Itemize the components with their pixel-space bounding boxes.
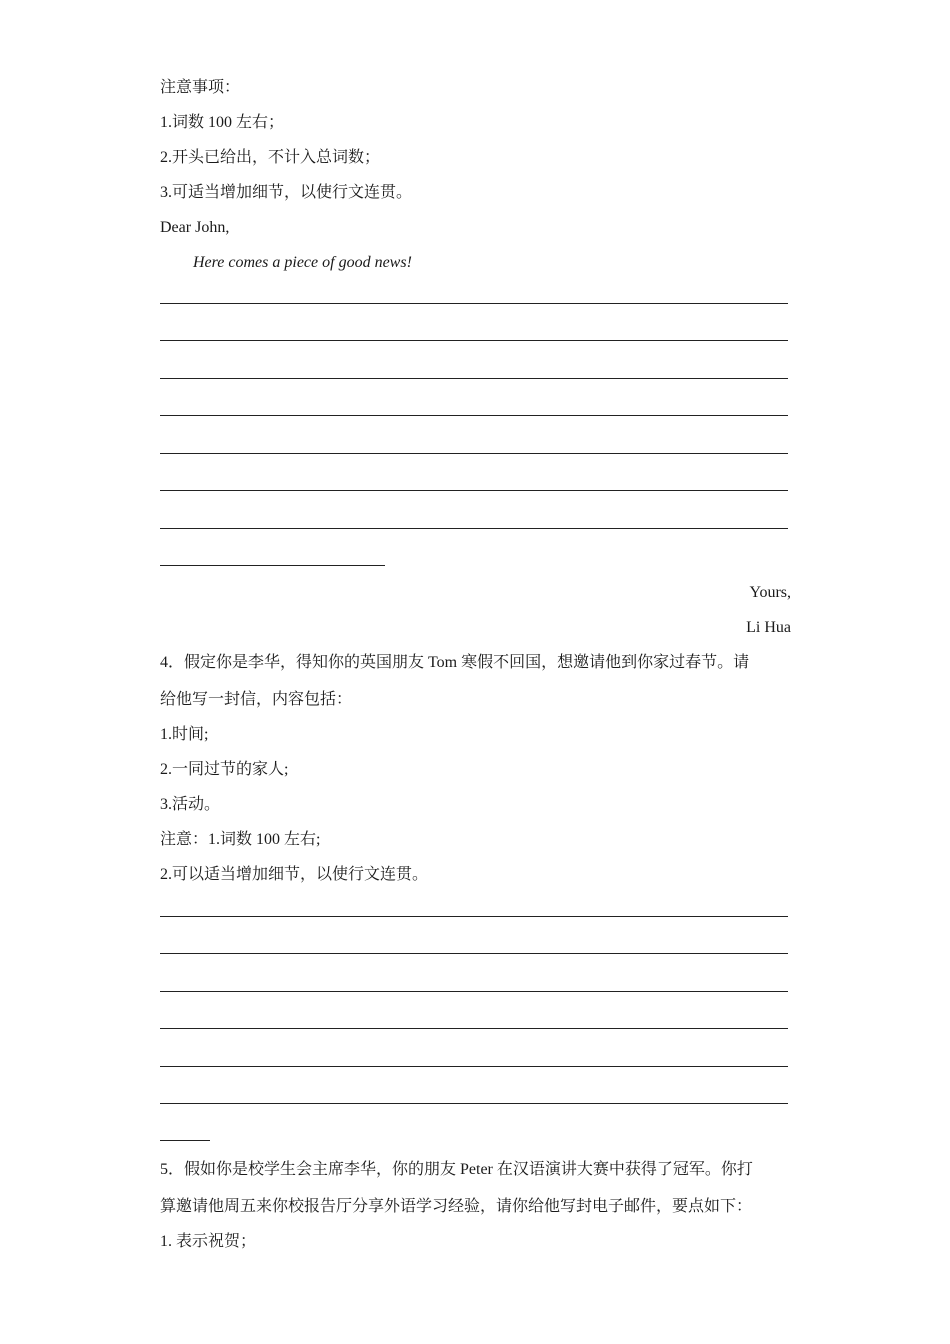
notes-title: 注意事项：: [160, 79, 241, 96]
answer-line: [160, 340, 788, 341]
question-4-prompt: 4．假定你是李华，得知你的英国朋友 Tom 寒假不回国，想邀请他到你家过春节。请: [160, 654, 750, 671]
answer-line: [160, 1140, 210, 1141]
note-item: 3.可适当增加细节，以使行文连贯。: [160, 184, 413, 201]
letter-closing: Yours,: [749, 584, 791, 601]
answer-line: [160, 453, 788, 454]
q4-point: 3.活动。: [160, 796, 221, 813]
answer-line: [160, 415, 788, 416]
answer-line: [160, 1028, 788, 1029]
answer-line: [160, 490, 788, 491]
question-4-prompt-cont: 给他写一封信，内容包括：: [160, 691, 353, 708]
q5-point: 1. 表示祝贺；: [160, 1233, 257, 1250]
letter-salutation: Dear John,: [160, 219, 230, 236]
answer-line: [160, 565, 385, 566]
question-5-prompt-cont: 算邀请他周五来你校报告厅分享外语学习经验，请你给他写封电子邮件，要点如下：: [160, 1198, 753, 1215]
answer-line: [160, 916, 788, 917]
answer-line: [160, 303, 788, 304]
answer-line: [160, 991, 788, 992]
answer-line: [160, 953, 788, 954]
q4-point: 1.时间;: [160, 726, 209, 743]
letter-signature: Li Hua: [746, 619, 791, 636]
answer-line: [160, 528, 788, 529]
q4-point: 2.一同过节的家人;: [160, 761, 289, 778]
question-5-prompt: 5．假如你是校学生会主席李华，你的朋友 Peter 在汉语演讲大赛中获得了冠军。你打: [160, 1161, 753, 1178]
answer-line: [160, 378, 788, 379]
note-item: 2.开头已给出，不计入总词数；: [160, 149, 381, 166]
answer-line: [160, 1066, 788, 1067]
note-item: 1.词数 100 左右；: [160, 114, 285, 131]
q4-note: 注意：1.词数 100 左右;: [160, 831, 321, 848]
answer-line: [160, 1103, 788, 1104]
letter-opening: Here comes a piece of good news!: [193, 254, 412, 271]
q4-note: 2.可以适当增加细节，以使行文连贯。: [160, 866, 429, 883]
